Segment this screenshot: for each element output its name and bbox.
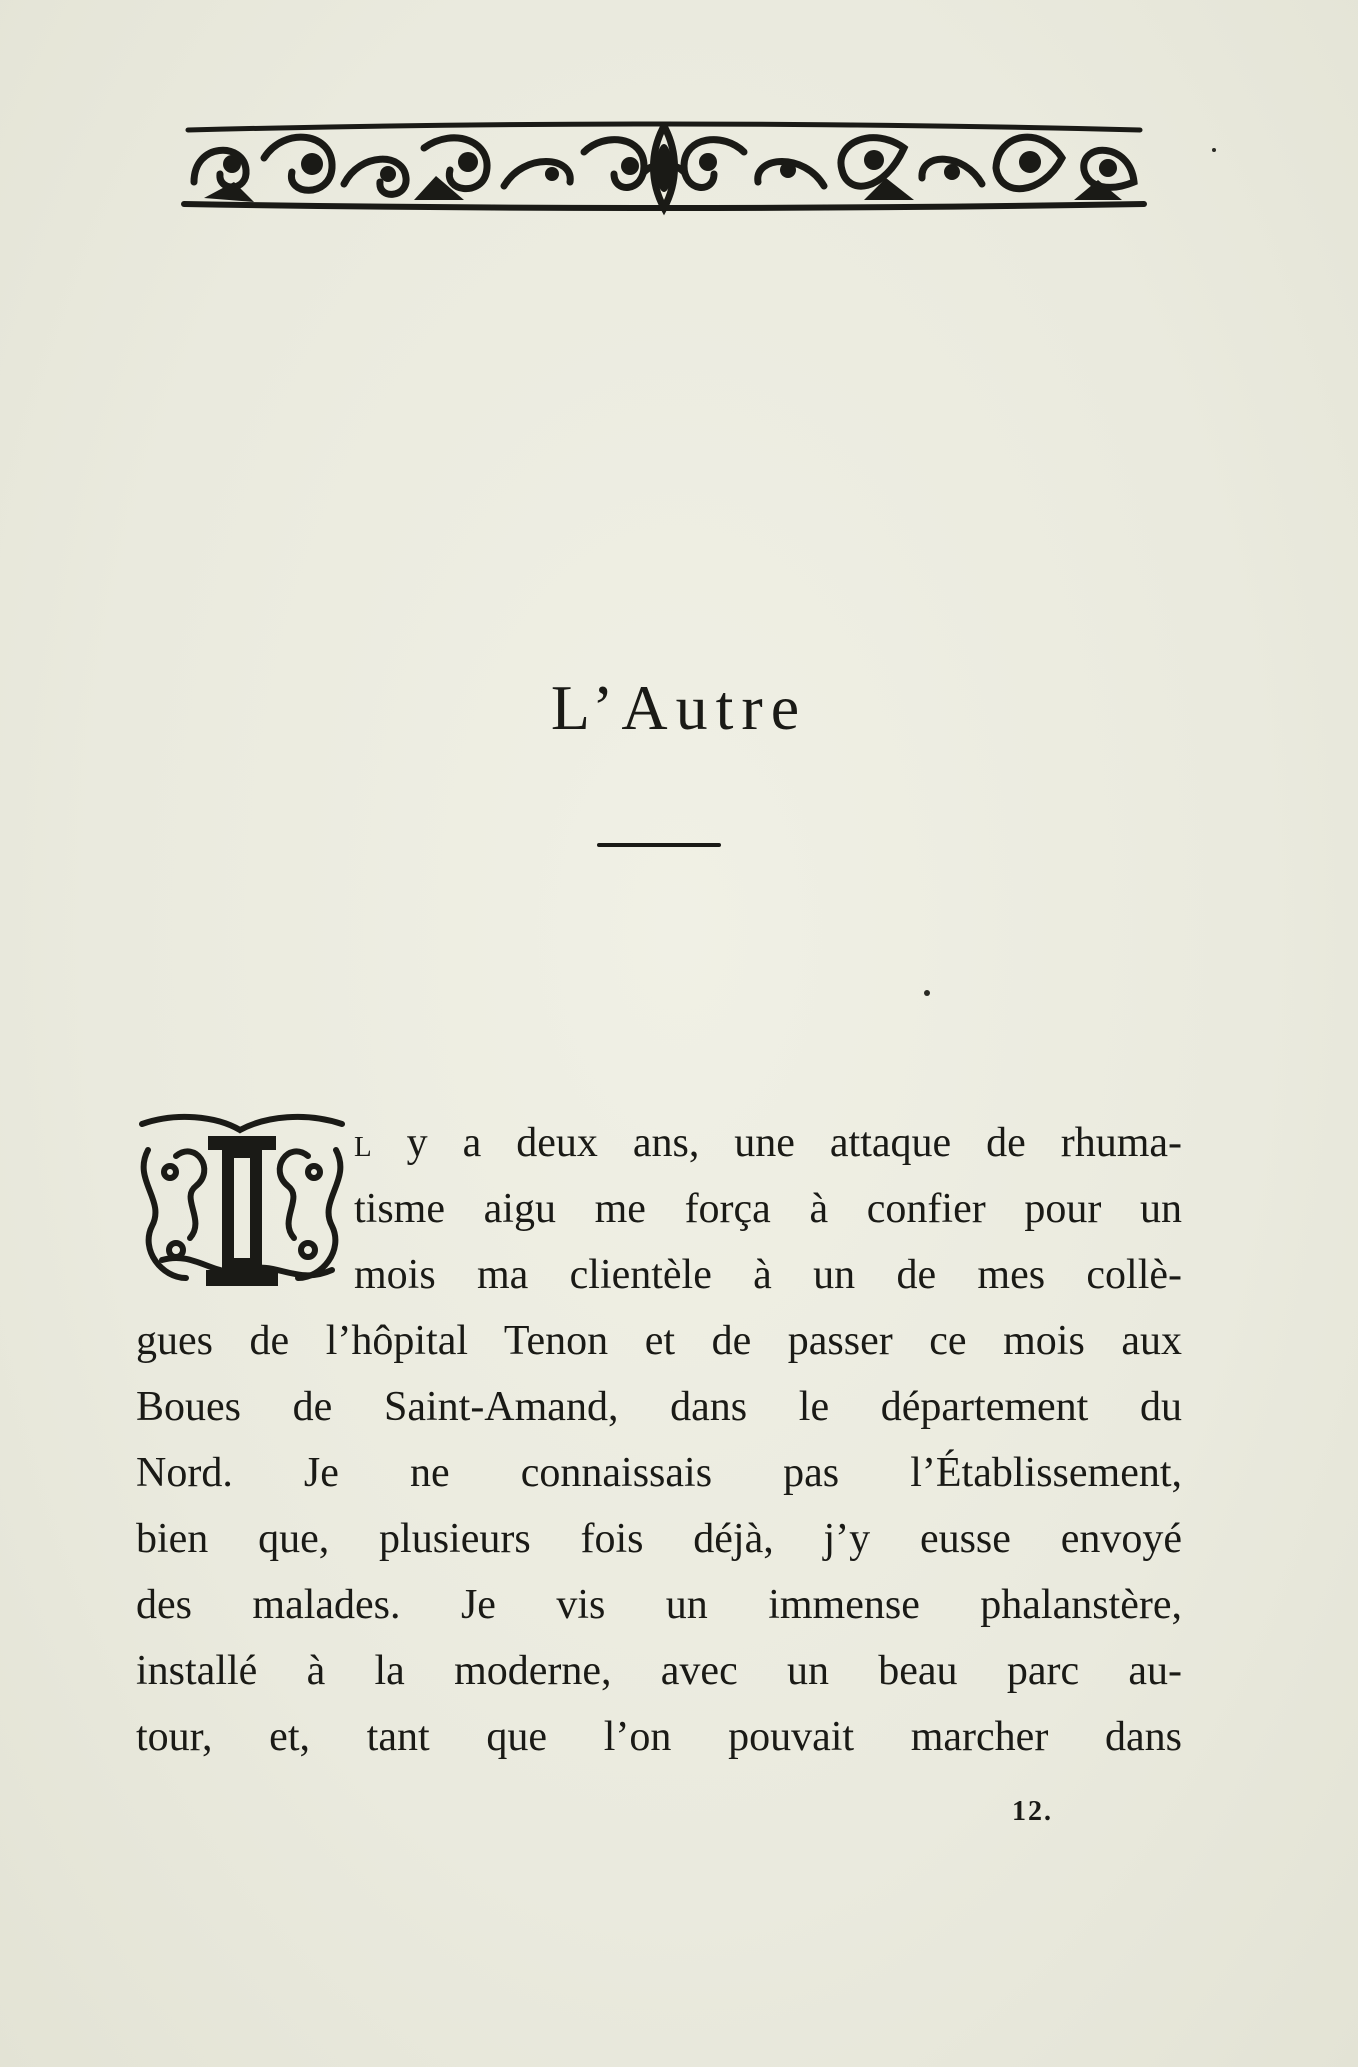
text-line: tour, et, tant que l’on pouvait marcher dans [136,1714,1182,1760]
text-line [354,1110,1182,1176]
text-line: mois ma clientèle à un de mes collè- [354,1252,1182,1298]
text-line: Nord. Je ne connaissais pas l’Établissement, [136,1450,1182,1496]
ink-speck [924,990,930,996]
text-line: des malades. Je vis un immense phalanstère, [136,1582,1182,1628]
text-line: installé à la moderne, avec un beau parc au- [136,1648,1182,1694]
text-line: gues de l’hôpital Tenon et de passer ce mois aux [136,1318,1182,1364]
text-line: tisme aigu me força à confier pour un [354,1186,1182,1232]
chapter-title: L’Autre [550,672,808,743]
text-line: Boues de Saint-Amand, dans le département du [136,1384,1182,1430]
ornate-initial-letter-icon [136,1110,348,1294]
ink-speck [1212,148,1216,152]
floral-scroll-ornament-icon [174,112,1154,220]
body-text [136,1110,1182,1770]
text-line: bien que, plusieurs fois déjà, j’y eusse envoyé [136,1516,1182,1562]
title-divider [597,843,721,847]
drop-cap-continuation: l [354,1120,372,1166]
page-number: 12. [1012,1796,1053,1827]
first-line-text: y a deux ans, une attaque de rhuma- [371,1120,1182,1166]
